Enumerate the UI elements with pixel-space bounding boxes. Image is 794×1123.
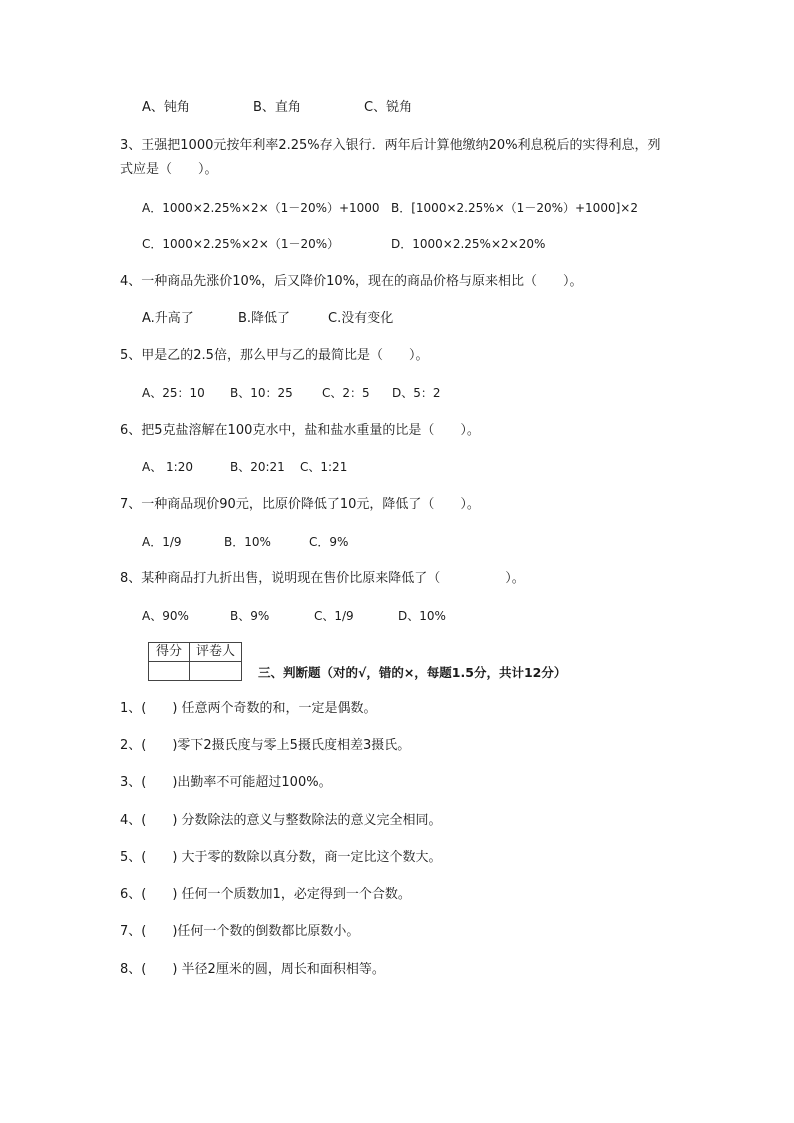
grader-cell bbox=[190, 662, 242, 681]
q7-option-c: C．9% bbox=[309, 535, 349, 549]
score-header: 得分 bbox=[149, 643, 190, 662]
q5-text: 5、甲是乙的2.5倍，那么甲与乙的最简比是（ ）。 bbox=[120, 348, 429, 363]
judgment-item-7: 7、( )任何一个数的倒数都比原数小。 bbox=[120, 924, 360, 939]
q2-option-a: A、钝角 bbox=[142, 100, 190, 115]
judgment-item-1: 1、( ) 任意两个奇数的和，一定是偶数。 bbox=[120, 701, 377, 716]
q8-option-a: A、90% bbox=[142, 609, 189, 623]
q6-option-b: B、20:21 bbox=[230, 460, 285, 474]
judgment-item-5: 5、( ) 大于零的数除以真分数，商一定比这个数大。 bbox=[120, 850, 442, 865]
judgment-item-2: 2、( )零下2摄氏度与零上5摄氏度相差3摄氏。 bbox=[120, 738, 411, 753]
q5-option-a: A、25：10 bbox=[142, 386, 205, 400]
judgment-item-4: 4、( ) 分数除法的意义与整数除法的意义完全相同。 bbox=[120, 813, 442, 828]
judgment-item-8: 8、( ) 半径2厘米的圆，周长和面积相等。 bbox=[120, 962, 385, 977]
q3-option-c: C．1000×2.25%×2×（1－20%） bbox=[142, 237, 340, 251]
q3-text-line2: 式应是（ ）。 bbox=[120, 162, 218, 177]
q3-option-d: D．1000×2.25%×2×20% bbox=[391, 237, 546, 251]
q5-option-b: B、10：25 bbox=[230, 386, 293, 400]
q7-option-b: B．10% bbox=[224, 535, 271, 549]
judgment-item-3: 3、( )出勤率不可能超过100%。 bbox=[120, 775, 332, 790]
score-cell bbox=[149, 662, 190, 681]
q8-option-c: C、1/9 bbox=[314, 609, 354, 623]
q7-text: 7、一种商品现价90元，比原价降低了10元，降低了（ ）。 bbox=[120, 497, 480, 512]
q6-option-c: C、1:21 bbox=[300, 460, 348, 474]
q8-option-d: D、10% bbox=[398, 609, 446, 623]
q7-option-a: A．1/9 bbox=[142, 535, 182, 549]
q4-text: 4、一种商品先涨价10%，后又降价10%，现在的商品价格与原来相比（ ）。 bbox=[120, 274, 583, 289]
q2-option-c: C、锐角 bbox=[364, 100, 413, 115]
q6-text: 6、把5克盐溶解在100克水中，盐和盐水重量的比是（ ）。 bbox=[120, 423, 480, 438]
q2-option-b: B、直角 bbox=[253, 100, 301, 115]
q3-option-a: A．1000×2.25%×2×（1－20%）+1000 bbox=[142, 201, 380, 215]
score-table bbox=[148, 642, 242, 681]
q4-option-b: B.降低了 bbox=[238, 311, 291, 326]
q8-option-b: B、9% bbox=[230, 609, 270, 623]
q8-text: 8、某种商品打九折出售，说明现在售价比原来降低了（ ）。 bbox=[120, 571, 525, 586]
q3-option-b: B．[1000×2.25%×（1－20%）+1000]×2 bbox=[391, 201, 638, 215]
section-3-title: 三、判断题（对的√，错的×，每题1.5分，共计12分） bbox=[258, 665, 567, 680]
judgment-item-6: 6、( ) 任何一个质数加1，必定得到一个合数。 bbox=[120, 887, 411, 902]
q4-option-c: C.没有变化 bbox=[328, 311, 394, 326]
q4-option-a: A.升高了 bbox=[142, 311, 194, 326]
q3-text-line1: 3、王强把1000元按年利率2.25%存入银行．两年后计算他缴纳20%利息税后的实得利息，列 bbox=[120, 138, 661, 153]
q5-option-d: D、5：2 bbox=[392, 386, 441, 400]
q5-option-c: C、2：5 bbox=[322, 386, 370, 400]
grader-header: 评卷人 bbox=[190, 643, 242, 662]
q6-option-a: A、 1:20 bbox=[142, 460, 193, 474]
